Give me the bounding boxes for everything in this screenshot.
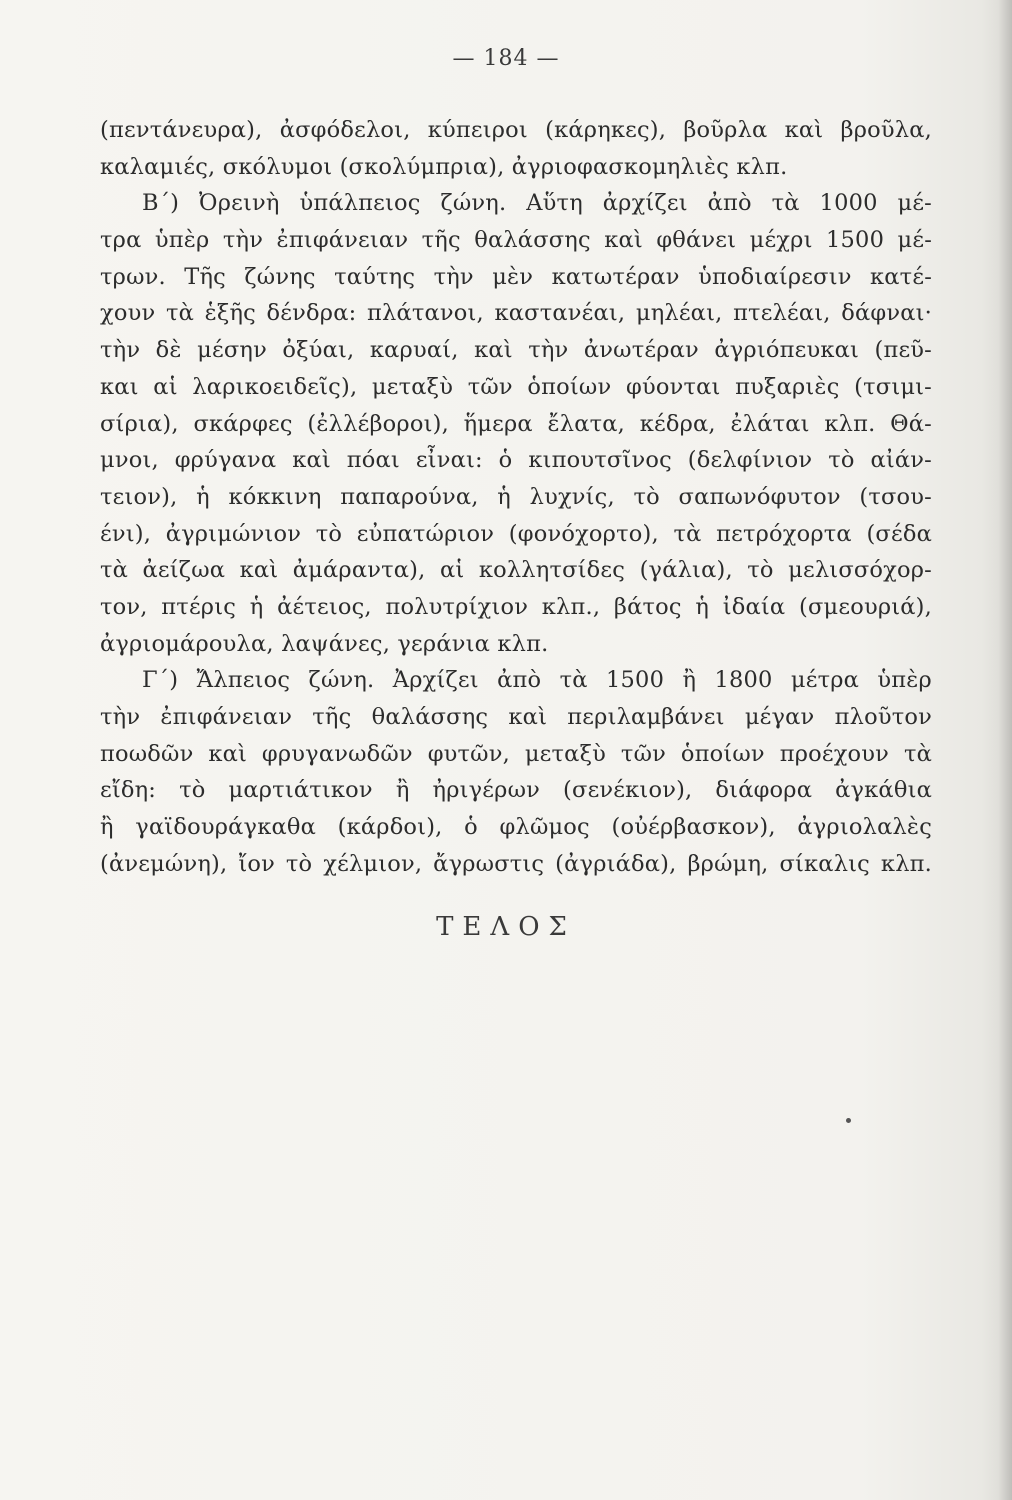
text-line: τὰ ἀείζωα καὶ ἀμάραντα), αἱ κολλητσίδες (γάλια), τὸ μελισσόχορ-	[100, 557, 932, 584]
text-line: τον, πτέρις ἡ ἀέτειος, πολυτρίχιον κλπ., βάτος ἡ ἰδαία (σμεουριά),	[100, 593, 932, 620]
text-line: τὴν ἐπιφάνειαν τῆς θαλάσσης καὶ περιλαμβάνει μέγαν πλοῦτον	[100, 704, 932, 730]
text-line: χουν τὰ ἑξῆς δένδρα: πλάτανοι, καστανέαι, μηλέαι, πτελέαι, δάφναι·	[100, 300, 932, 327]
text-line: τὴν δὲ μέσην ὀξύαι, καρυαί, καὶ τὴν ἀνωτέραν ἀγριόπευκαι (πεῦ-	[100, 337, 932, 364]
text-line: (ἀνεμώνη), ἴον τὸ χέλμιον, ἄγρωστις (ἀγριάδα), βρώμη, σίκαλις κλπ.	[100, 850, 932, 877]
text-line: τρα ὑπὲρ τὴν ἐπιφάνειαν τῆς θαλάσσης καὶ φθάνει μέχρι 1500 μέ-	[100, 227, 932, 254]
text-line: καλαμιές, σκόλυμοι (σκολύμπρια), ἀγριοφασκομηλιὲς κλπ.	[100, 153, 788, 180]
text-line: ἀγριομάρουλα, λαψάνες, γεράνια κλπ.	[100, 630, 549, 657]
text-line: τρων. Τῆς ζώνης ταύτης τὴν μὲν κατωτέραν ὑποδιαίρεσιν κατέ-	[100, 263, 932, 290]
text-line: ἢ γαϊδουράγκαθα (κάρδοι), ὁ φλῶμος (οὐέρβασκον), ἀγριολαλὲς	[100, 814, 932, 841]
text-line: Β΄) Ὀρεινὴ ὑπάλπειος ζώνη. Αὕτη ἀρχίζει ἀπὸ τὰ 1000 μέ-	[142, 190, 932, 217]
text-line: ένι), ἀγριμώνιον τὸ εὐπατώριον (φονόχορτο), τὰ πετρόχορτα (σέδα	[100, 520, 932, 547]
text-line: τειον), ἡ κόκκινη παπαρούνα, ἡ λυχνίς, τὸ σαπωνόφυτον (τσου-	[100, 483, 932, 510]
page-number: — 184 —	[452, 46, 560, 71]
text-line: σίρια), σκάρφες (ἐλλέβοροι), ἥμερα ἔλατα, κέδρα, ἐλάται κλπ. Θά-	[100, 410, 932, 437]
text-line: μνοι, φρύγανα καὶ πόαι εἶναι: ὁ κιπουτσῖνος (δελφίνιον τὸ αἰάν-	[100, 447, 932, 474]
text-line: εἴδη: τὸ μαρτιάτικον ἢ ἠριγέρων (σενέκιον), διάφορα ἀγκάθια	[100, 777, 932, 804]
text-line: Γ΄) Ἄλπειος ζώνη. Ἀρχίζει ἀπὸ τὰ 1500 ἢ 1800 μέτρα ὑπὲρ	[142, 667, 932, 694]
page-edge-shadow	[998, 0, 1012, 1500]
end-title: ΤΕΛΟΣ	[436, 912, 576, 942]
text-line: και αἱ λαρικοειδεῖς), μεταξὺ τῶν ὁποίων φύονται πυξαριὲς (τσιμι-	[100, 373, 932, 400]
text-line: (πεντάνευρα), ἀσφόδελοι, κύπειροι (κάρηκες), βοῦρλα καὶ βροῦλα,	[100, 117, 932, 143]
ink-speck	[846, 1118, 851, 1123]
text-line: ποωδῶν καὶ φρυγανωδῶν φυτῶν, μεταξὺ τῶν ὁποίων προέχουν τὰ	[100, 740, 932, 767]
body-text	[100, 112, 932, 882]
